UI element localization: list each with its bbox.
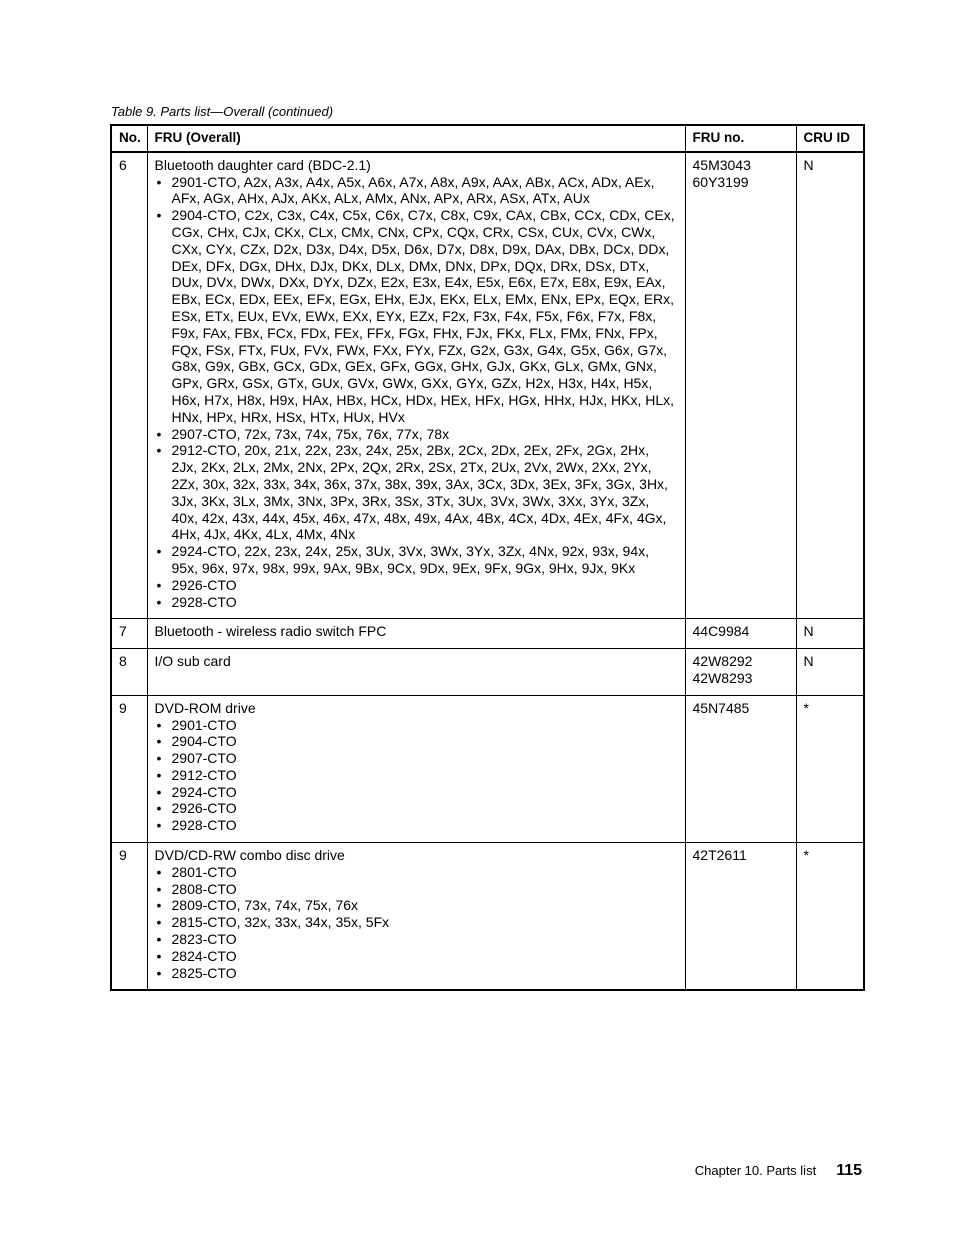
fru-number: 42W8292 (692, 653, 753, 670)
row-no: 9 (111, 695, 147, 842)
table-row (111, 649, 864, 696)
model-list (155, 717, 678, 835)
header-fru: FRU (Overall) (147, 125, 685, 152)
list-item: • 2907-CTO (155, 750, 678, 767)
row-cru-id: N (796, 649, 864, 696)
row-no: 7 (111, 619, 147, 649)
list-item: • 2904-CTO (155, 733, 678, 750)
list-item: • 2815-CTO, 32x, 33x, 34x, 35x, 5Fx (155, 914, 678, 931)
row-fru (147, 152, 685, 619)
list-item: • 2809-CTO, 73x, 74x, 75x, 76x (155, 897, 678, 914)
table-header-row (111, 125, 864, 152)
row-fru (147, 695, 685, 842)
fru-number: 42T2611 (692, 847, 747, 864)
model-list (155, 174, 678, 611)
chapter-label: Chapter 10. Parts list (694, 1163, 817, 1178)
list-item: • 2912-CTO, 20x, 21x, 22x, 23x, 24x, 25x, 2Bx, 2Cx, 2Dx, 2Ex, 2Fx, 2Gx, 2Hx, 2Jx, 2Kx, 2Lx, 2Mx, 2Nx, 2Px, 2Qx, 2Rx, 2Sx, 2Tx, 2Ux, 2Vx, 2Wx, 2Xx, 2Yx, 2Zx, 30x, 32x, 33x, 34x, 36x, 37x, 38x, 39x, 3Ax, 3Cx, 3Dx, 3Ex, 3Fx, 3Gx, 3Hx, 3Jx, 3Kx, 3Lx, 3Mx, 3Nx, 3Px, 3Rx, 3Sx, 3Tx, 3Ux, 3Vx, 3Wx, 3Xx, 3Yx, 3Zx, 40x, 42x, 43x, 44x, 45x, 46x, 47x, 48x, 49x, 4Ax, 4Bx, 4Cx, 4Dx, 4Ex, 4Fx, 4Gx, 4Hx, 4Jx, 4Kx, 4Lx, 4Mx, 4Nx (155, 442, 678, 543)
header-cru-id: CRU ID (796, 125, 864, 152)
model-list (155, 864, 678, 982)
list-item: • 2901-CTO (155, 717, 678, 734)
row-title: Bluetooth - wireless radio switch FPC (154, 623, 387, 640)
table-row (111, 695, 864, 842)
row-fru-no (685, 843, 796, 991)
list-item: • 2808-CTO (155, 881, 678, 898)
list-item: • 2924-CTO (155, 784, 678, 801)
fru-number: 45M3043 (692, 156, 751, 173)
row-fru-no (685, 695, 796, 842)
header-no: No. (111, 125, 147, 152)
list-item: • 2926-CTO (155, 800, 678, 817)
fru-number: 44C9984 (692, 623, 750, 640)
fru-number: 60Y3199 (692, 173, 749, 190)
row-fru-no (685, 152, 796, 619)
page-number: 115 (836, 1162, 862, 1179)
row-no: 8 (111, 649, 147, 696)
table-caption: Table 9. Parts list—Overall (continued) (111, 104, 334, 119)
row-cru-id: N (796, 152, 864, 619)
list-item: • 2904-CTO, C2x, C3x, C4x, C5x, C6x, C7x, C8x, C9x, CAx, CBx, CCx, CDx, CEx, CGx, CHx, CJx, CKx, CLx, CMx, CNx, CPx, CQx, CRx, CSx, CUx, CVx, CWx, CXx, CYx, CZx, D2x, D3x, D4x, D5x, D6x, D7x, D8x, D9x, DAx, DBx, DCx, DDx, DEx, DFx, DGx, DHx, DJx, DKx, DLx, DMx, DNx, DPx, DQx, DRx, DSx, DTx, DUx, DVx, DWx, DXx, DYx, DZx, E2x, E3x, E4x, E5x, E6x, E7x, E8x, E9x, EAx, EBx, ECx, EDx, EEx, EFx, EGx, EHx, EJx, EKx, ELx, EMx, ENx, EPx, EQx, ERx, ESx, ETx, EUx, EVx, EWx, EXx, EYx, EZx, F2x, F3x, F4x, F5x, F6x, F7x, F8x, F9x, FAx, FBx, FCx, FDx, FEx, FFx, FGx, FHx, FJx, FKx, FLx, FMx, FNx, FPx, FQx, FSx, FTx, FUx, FVx, FWx, FXx, FYx, FZx, G2x, G3x, G4x, G5x, G6x, G7x, G8x, G9x, GBx, GCx, GDx, GEx, GFx, GGx, GHx, GJx, GKx, GLx, GMx, GNx, GPx, GRx, GSx, GTx, GUx, GVx, GWx, GXx, GYx, GZx, H2x, H3x, H4x, H5x, H6x, H7x, H8x, H9x, HAx, HBx, HCx, HDx, HEx, HFx, HGx, HHx, HJx, HKx, HLx, HNx, HPx, HRx, HSx, HTx, HUx, HVx (155, 207, 678, 425)
row-no: 6 (111, 152, 147, 619)
list-item: • 2912-CTO (155, 767, 678, 784)
list-item: • 2928-CTO (155, 817, 678, 834)
row-no: 9 (111, 843, 147, 991)
row-fru (147, 843, 685, 991)
fru-number: 45N7485 (692, 699, 750, 716)
fru-number: 42W8293 (692, 669, 753, 686)
row-fru-no (685, 649, 796, 696)
table-row (111, 619, 864, 649)
list-item: • 2928-CTO (155, 594, 678, 611)
row-cru-id: N (796, 619, 864, 649)
table-row (111, 843, 864, 991)
list-item: • 2823-CTO (155, 931, 678, 948)
row-title: Bluetooth daughter card (BDC-2.1) (154, 156, 371, 173)
row-fru (147, 619, 685, 649)
page-footer (695, 1162, 862, 1180)
list-item: • 2801-CTO (155, 864, 678, 881)
list-item: • 2824-CTO (155, 948, 678, 965)
list-item: • 2924-CTO, 22x, 23x, 24x, 25x, 3Ux, 3Vx, 3Wx, 3Yx, 3Zx, 4Nx, 92x, 93x, 94x, 95x, 96x, 97x, 98x, 99x, 9Ax, 9Bx, 9Cx, 9Dx, 9Ex, 9Fx, 9Gx, 9Hx, 9Jx, 9Kx (155, 543, 678, 577)
table-row (111, 152, 864, 619)
row-cru-id: * (796, 695, 864, 842)
row-title: DVD-ROM drive (154, 699, 256, 716)
row-cru-id: * (796, 843, 864, 991)
row-title: DVD/CD-RW combo disc drive (154, 847, 345, 864)
header-fru-no: FRU no. (685, 125, 796, 152)
list-item: • 2901-CTO, A2x, A3x, A4x, A5x, A6x, A7x, A8x, A9x, AAx, ABx, ACx, ADx, AEx, AFx, AGx, AHx, AJx, AKx, ALx, AMx, ANx, APx, ARx, ASx, ATx, AUx (155, 174, 678, 208)
row-fru (147, 649, 685, 696)
list-item: • 2926-CTO (155, 577, 678, 594)
list-item: • 2907-CTO, 72x, 73x, 74x, 75x, 76x, 77x, 78x (155, 426, 678, 443)
row-fru-no (685, 619, 796, 649)
row-title: I/O sub card (154, 653, 231, 670)
list-item: • 2825-CTO (155, 965, 678, 982)
parts-table (110, 124, 865, 991)
